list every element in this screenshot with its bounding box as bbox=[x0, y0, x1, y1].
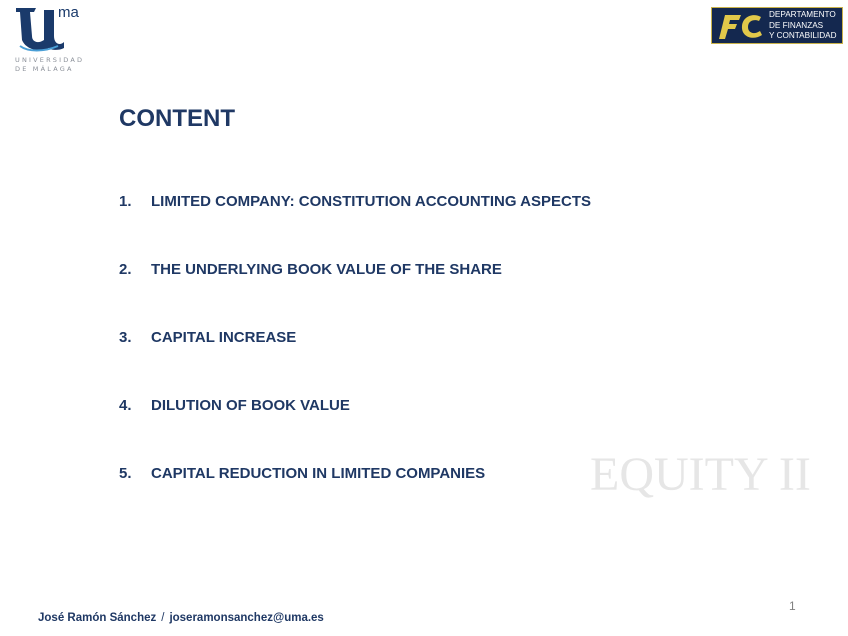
content-item-3 bbox=[119, 329, 591, 397]
department-name bbox=[769, 10, 843, 42]
content-item-label: CAPITAL REDUCTION IN LIMITED COMPANIES bbox=[151, 465, 486, 482]
uma-name-line1: UNIVERSIDAD bbox=[15, 56, 85, 64]
content-item-number: 2. bbox=[119, 261, 132, 278]
content-item-label: CAPITAL INCREASE bbox=[151, 329, 297, 346]
footer-separator: / bbox=[161, 612, 165, 624]
content-item-label: LIMITED COMPANY: CONSTITUTION ACCOUNTING ASPECTS bbox=[151, 193, 591, 210]
footer-email: joseramonsanchez@uma.es bbox=[169, 612, 324, 624]
slide-title: CONTENT bbox=[119, 105, 235, 132]
footer bbox=[38, 612, 324, 624]
content-item-number: 3. bbox=[119, 329, 132, 346]
content-item-number: 1. bbox=[119, 193, 132, 210]
uma-logo bbox=[14, 6, 84, 72]
uma-superscript: ma bbox=[58, 4, 79, 21]
watermark-text: EQUITY II bbox=[590, 448, 811, 501]
page-number: 1 bbox=[789, 599, 796, 613]
content-list bbox=[119, 193, 591, 533]
department-line1: DEPARTAMENTO bbox=[769, 10, 836, 19]
content-item-label: DILUTION OF BOOK VALUE bbox=[151, 397, 350, 414]
fc-logo-mark-icon bbox=[715, 11, 767, 42]
footer-author: José Ramón Sánchez bbox=[38, 612, 157, 624]
department-line3: Y CONTABILIDAD bbox=[769, 31, 837, 40]
uma-name-line2: DE MÁLAGA bbox=[15, 65, 74, 73]
content-item-number: 4. bbox=[119, 397, 132, 414]
content-item-label: THE UNDERLYING BOOK VALUE OF THE SHARE bbox=[151, 261, 502, 278]
content-item-2 bbox=[119, 261, 591, 329]
content-item-4 bbox=[119, 397, 591, 465]
content-item-number: 5. bbox=[119, 465, 132, 482]
content-item-5 bbox=[119, 465, 591, 533]
department-line2: DE FINANZAS bbox=[769, 20, 824, 30]
department-logo bbox=[711, 7, 843, 44]
content-item-1 bbox=[119, 193, 591, 261]
